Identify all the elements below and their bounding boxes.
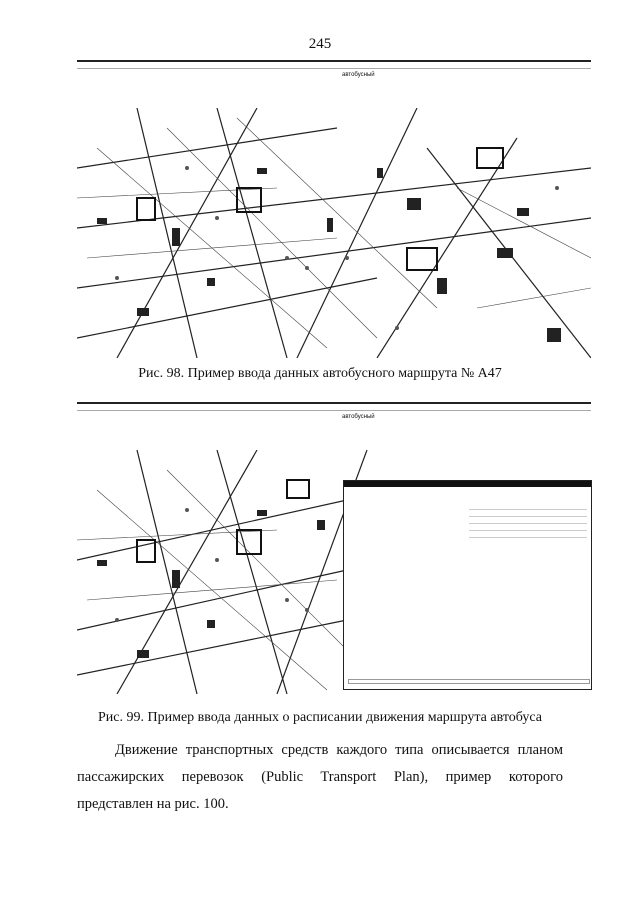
figure-99-caption: Рис. 99. Пример ввода данных о расписании движения маршрута автобуса bbox=[98, 710, 542, 725]
figure-98-caption: Рис. 98. Пример ввода данных автобусного маршрута № А47 bbox=[138, 366, 502, 381]
app-toolbar bbox=[77, 404, 591, 412]
paragraph-line: пассажирских перевозок (Public Transport Plan), пример которого bbox=[77, 769, 563, 785]
figure-98-screenshot bbox=[77, 60, 591, 358]
dialog-scrollbar[interactable] bbox=[348, 679, 590, 684]
paragraph-line: Движение транспортных средств каждого типа описывается планом bbox=[115, 742, 563, 758]
dialog-attributes bbox=[469, 503, 587, 538]
dialog-titlebar bbox=[344, 481, 591, 487]
route-form bbox=[77, 70, 591, 112]
route-form bbox=[77, 412, 591, 454]
timetable-dialog bbox=[343, 480, 592, 690]
app-toolbar bbox=[77, 62, 591, 70]
form-title: автобусный bbox=[342, 72, 375, 78]
form-title: автобусный bbox=[342, 414, 375, 420]
city-map bbox=[77, 108, 591, 358]
page-number: 245 bbox=[308, 36, 332, 52]
paragraph-line: представлен на рис. 100. bbox=[77, 796, 229, 812]
body-paragraph bbox=[77, 737, 563, 818]
